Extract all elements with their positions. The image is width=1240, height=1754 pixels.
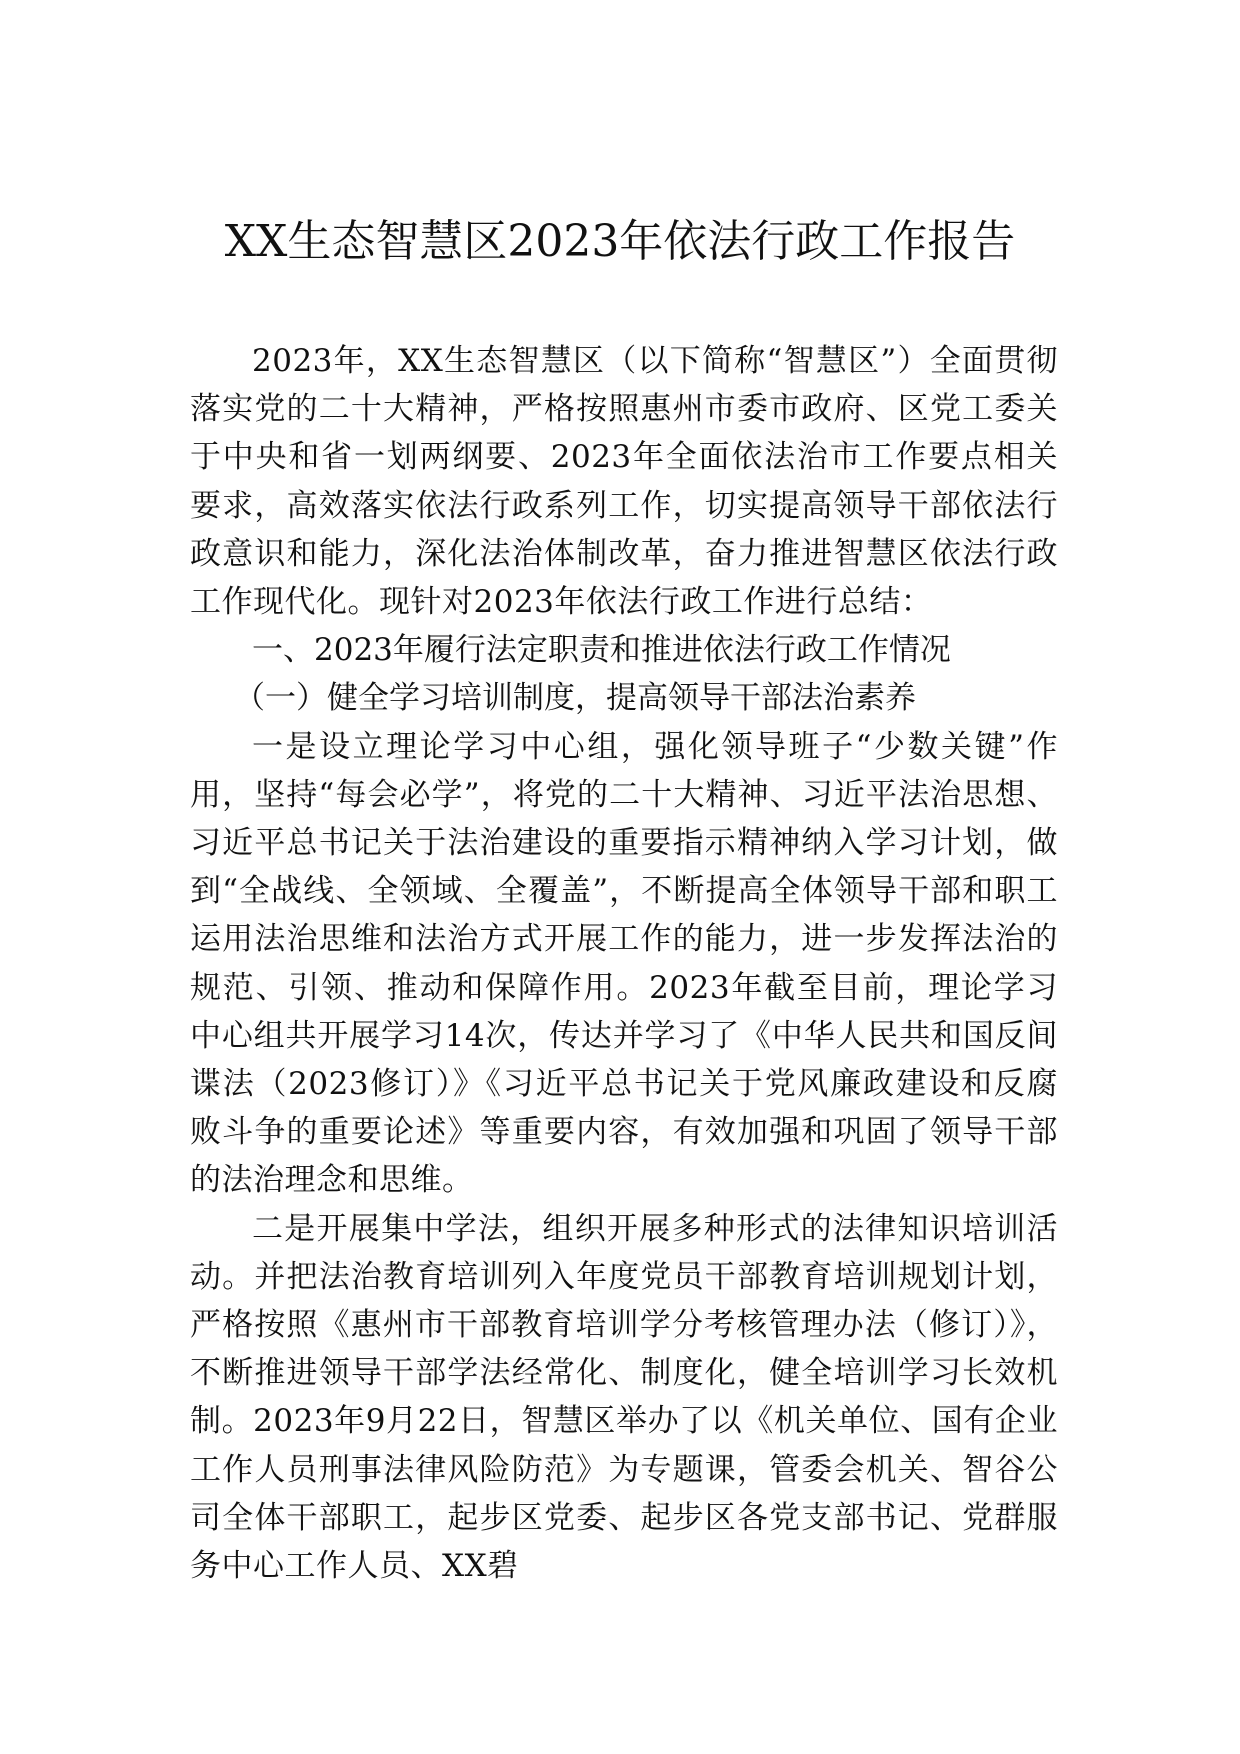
document-title: XX生态智慧区2023年依法行政工作报告 [224, 216, 1016, 267]
document-body [190, 337, 1058, 1590]
intro-paragraph: 2023年，XX生态智慧区（以下简称“智慧区”）全面贯彻落实党的二十大精神，严格按照惠州市委市政府、区党工委关于中央和省一划两纲要、2023年全面依法治市工作要点相关要求，高效落实依法行政系列工作，切实提高领导干部依法行政意识和能力，深化法治体制改革，奋力推进智慧区依法行政工作现代化。现针对2023年依法行政工作进行总结： [190, 343, 1058, 621]
subsection-heading: （一）健全学习培训制度，提高领导干部法治素养 [234, 680, 916, 717]
body-paragraph-2: 二是开展集中学法，组织开展多种形式的法律知识培训活动。并把法治教育培训列入年度党员干部教育培训规划计划，严格按照《惠州市干部教育培训学分考核管理办法（修订）》，不断推进领导干部学法经常化、制度化，健全培训学习长效机制。2023年9月22日，智慧区举办了以《机关单位、国有企业工作人员刑事法律风险防范》为专题课，管委会机关、智谷公司全体干部职工，起步区党委、起步区各党支部书记、党群服务中心工作人员、XX碧 [190, 1210, 1058, 1585]
section-heading: 一、2023年履行法定职责和推进依法行政工作情况 [252, 632, 951, 669]
body-paragraph-1: 一是设立理论学习中心组，强化领导班子“少数关键”作用，坚持“每会必学”，将党的二十大精神、习近平法治思想、习近平总书记关于法治建设的重要指示精神纳入学习计划，做到“全战线、全领域、全覆盖”，不断提高全体领导干部和职工运用法治思维和法治方式开展工作的能力，进一步发挥法治的规范、引领、推动和保障作用。2023年截至目前，理论学习中心组共开展学习14次，传达并学习了《中华人民共和国反间谍法（2023修订）》《习近平总书记关于党风廉政建设和反腐败斗争的重要论述》等重要内容，有效加强和巩固了领导干部的法治理念和思维。 [190, 728, 1058, 1199]
